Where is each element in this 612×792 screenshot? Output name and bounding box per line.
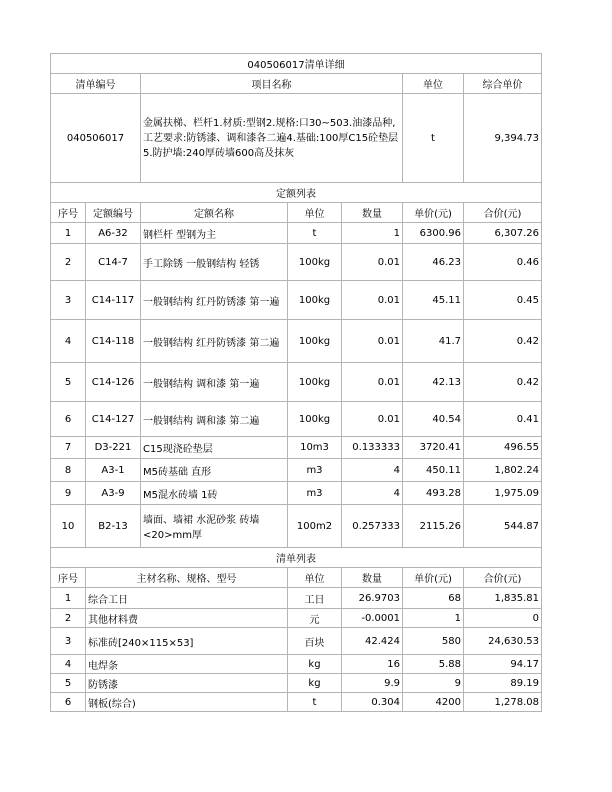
item-row bbox=[51, 94, 542, 183]
item-price: 9,394.73 bbox=[464, 94, 542, 183]
quota-name-cell: 一般钢结构 调和漆 第一遍 bbox=[141, 363, 288, 402]
unit-price-header: 单价(元) bbox=[403, 568, 464, 588]
quota-unit-cell: 100kg bbox=[288, 320, 342, 363]
material-name-cell: 标准砖[240×115×53] bbox=[86, 628, 288, 655]
quota-unit-cell: 100kg bbox=[288, 281, 342, 320]
quota-name-cell: 一般钢结构 调和漆 第二遍 bbox=[141, 402, 288, 437]
material-name-cell: 综合工日 bbox=[86, 588, 288, 609]
quota-total-cell: 1,975.09 bbox=[464, 482, 542, 505]
quota-row bbox=[51, 320, 542, 363]
quota-unit-price-cell: 45.11 bbox=[403, 281, 464, 320]
material-qty-cell: -0.0001 bbox=[342, 609, 403, 628]
quota-unit-price-cell: 41.7 bbox=[403, 320, 464, 363]
material-total-cell: 1,835.81 bbox=[464, 588, 542, 609]
quota-name-cell: 手工除锈 一般钢结构 轻锈 bbox=[141, 244, 288, 281]
material-seq-cell: 4 bbox=[51, 655, 86, 674]
material-unit-price-cell: 68 bbox=[403, 588, 464, 609]
material-total-cell: 1,278.08 bbox=[464, 693, 542, 712]
qty-header: 数量 bbox=[342, 203, 403, 223]
quota-row bbox=[51, 482, 542, 505]
unit-header: 单位 bbox=[403, 74, 464, 94]
material-seq-cell: 1 bbox=[51, 588, 86, 609]
quota-total-cell: 0.42 bbox=[464, 363, 542, 402]
quota-name-cell: 一般钢结构 红丹防锈漆 第二遍 bbox=[141, 320, 288, 363]
quota-code-cell: A6-32 bbox=[86, 223, 141, 244]
material-seq-cell: 5 bbox=[51, 674, 86, 693]
material-total-cell: 94.17 bbox=[464, 655, 542, 674]
material-unit-price-cell: 9 bbox=[403, 674, 464, 693]
unit-header: 单位 bbox=[288, 203, 342, 223]
quota-name-cell: M5混水砖墙 1砖 bbox=[141, 482, 288, 505]
quota-qty-cell: 0.01 bbox=[342, 320, 403, 363]
total-header: 合价(元) bbox=[464, 203, 542, 223]
quota-row bbox=[51, 223, 542, 244]
material-unit-price-cell: 1 bbox=[403, 609, 464, 628]
quota-unit-price-cell: 6300.96 bbox=[403, 223, 464, 244]
quota-qty-cell: 0.133333 bbox=[342, 437, 403, 459]
quota-total-cell: 544.87 bbox=[464, 505, 542, 548]
quota-row bbox=[51, 363, 542, 402]
item-name-header: 项目名称 bbox=[141, 74, 403, 94]
quota-qty-cell: 4 bbox=[342, 459, 403, 482]
material-section-title-row bbox=[51, 548, 542, 568]
quota-code-cell: B2-13 bbox=[86, 505, 141, 548]
quota-qty-cell: 4 bbox=[342, 482, 403, 505]
quota-unit-price-cell: 40.54 bbox=[403, 402, 464, 437]
quota-name-cell: 墙面、墙裙 水泥砂浆 砖墙<20>mm厚 bbox=[141, 505, 288, 548]
material-unit-price-cell: 4200 bbox=[403, 693, 464, 712]
quota-code-cell: C14-118 bbox=[86, 320, 141, 363]
total-header: 合价(元) bbox=[464, 568, 542, 588]
title-row bbox=[51, 54, 542, 74]
material-unit-price-cell: 580 bbox=[403, 628, 464, 655]
quota-rows bbox=[51, 223, 542, 548]
quota-total-cell: 0.46 bbox=[464, 244, 542, 281]
seq-header: 序号 bbox=[51, 203, 86, 223]
material-rows bbox=[51, 588, 542, 712]
material-seq-cell: 3 bbox=[51, 628, 86, 655]
quota-seq-cell: 8 bbox=[51, 459, 86, 482]
material-unit-cell: 工日 bbox=[288, 588, 342, 609]
material-unit-cell: t bbox=[288, 693, 342, 712]
quota-seq-cell: 1 bbox=[51, 223, 86, 244]
material-qty-cell: 26.9703 bbox=[342, 588, 403, 609]
quota-total-cell: 6,307.26 bbox=[464, 223, 542, 244]
material-row bbox=[51, 609, 542, 628]
quota-unit-price-cell: 450.11 bbox=[403, 459, 464, 482]
material-name-cell: 其他材料费 bbox=[86, 609, 288, 628]
quota-code-cell: A3-9 bbox=[86, 482, 141, 505]
quota-name-header: 定额名称 bbox=[141, 203, 288, 223]
item-header-row bbox=[51, 74, 542, 94]
material-name-cell: 电焊条 bbox=[86, 655, 288, 674]
material-row bbox=[51, 655, 542, 674]
quota-seq-cell: 9 bbox=[51, 482, 86, 505]
quota-code-cell: C14-117 bbox=[86, 281, 141, 320]
material-qty-cell: 9.9 bbox=[342, 674, 403, 693]
material-name-header: 主材名称、规格、型号 bbox=[86, 568, 288, 588]
quota-unit-cell: m3 bbox=[288, 482, 342, 505]
quota-row bbox=[51, 437, 542, 459]
quota-code-cell: C14-7 bbox=[86, 244, 141, 281]
quota-seq-cell: 3 bbox=[51, 281, 86, 320]
item-description: 金属扶梯、栏杆1.材质:型钢2.规格:口30~503.油漆品种,工艺要求:防锈漆、调和漆各二遍4.基础:100厚C15砼垫层5.防护墙:240厚砖墙600高及抹灰 bbox=[141, 94, 403, 183]
quota-code-cell: C14-127 bbox=[86, 402, 141, 437]
quota-qty-cell: 0.257333 bbox=[342, 505, 403, 548]
quota-section-title-row bbox=[51, 183, 542, 203]
quota-name-cell: C15现浇砼垫层 bbox=[141, 437, 288, 459]
seq-header: 序号 bbox=[51, 568, 86, 588]
material-total-cell: 24,630.53 bbox=[464, 628, 542, 655]
quota-row bbox=[51, 244, 542, 281]
quota-unit-cell: 100kg bbox=[288, 363, 342, 402]
quota-header-row bbox=[51, 203, 542, 223]
material-name-cell: 防锈漆 bbox=[86, 674, 288, 693]
quota-total-cell: 0.41 bbox=[464, 402, 542, 437]
quota-seq-cell: 10 bbox=[51, 505, 86, 548]
material-qty-cell: 42.424 bbox=[342, 628, 403, 655]
quota-name-cell: 钢栏杆 型钢为主 bbox=[141, 223, 288, 244]
material-row bbox=[51, 674, 542, 693]
quota-unit-price-cell: 3720.41 bbox=[403, 437, 464, 459]
unit-price-header: 单价(元) bbox=[403, 203, 464, 223]
quota-total-cell: 496.55 bbox=[464, 437, 542, 459]
quota-total-cell: 0.42 bbox=[464, 320, 542, 363]
quota-code-header: 定额编号 bbox=[86, 203, 141, 223]
quota-unit-price-cell: 46.23 bbox=[403, 244, 464, 281]
quota-code-cell: C14-126 bbox=[86, 363, 141, 402]
material-row bbox=[51, 628, 542, 655]
quota-unit-cell: 100kg bbox=[288, 244, 342, 281]
quota-row bbox=[51, 402, 542, 437]
material-name-cell: 钢板(综合) bbox=[86, 693, 288, 712]
quota-code-cell: A3-1 bbox=[86, 459, 141, 482]
unit-header: 单位 bbox=[288, 568, 342, 588]
material-qty-cell: 16 bbox=[342, 655, 403, 674]
bill-code-header: 清单编号 bbox=[51, 74, 141, 94]
quota-row bbox=[51, 459, 542, 482]
quota-qty-cell: 0.01 bbox=[342, 402, 403, 437]
material-seq-cell: 6 bbox=[51, 693, 86, 712]
material-total-cell: 89.19 bbox=[464, 674, 542, 693]
material-unit-cell: 元 bbox=[288, 609, 342, 628]
material-unit-cell: kg bbox=[288, 655, 342, 674]
unit-price-header: 综合单价 bbox=[464, 74, 542, 94]
quota-unit-price-cell: 2115.26 bbox=[403, 505, 464, 548]
material-unit-cell: kg bbox=[288, 674, 342, 693]
material-total-cell: 0 bbox=[464, 609, 542, 628]
quota-qty-cell: 1 bbox=[342, 223, 403, 244]
quota-seq-cell: 7 bbox=[51, 437, 86, 459]
quota-qty-cell: 0.01 bbox=[342, 281, 403, 320]
quota-unit-cell: 100m2 bbox=[288, 505, 342, 548]
material-section-title: 清单列表 bbox=[51, 548, 542, 568]
quota-seq-cell: 5 bbox=[51, 363, 86, 402]
material-header-row bbox=[51, 568, 542, 588]
quota-row bbox=[51, 281, 542, 320]
quota-qty-cell: 0.01 bbox=[342, 244, 403, 281]
material-row bbox=[51, 588, 542, 609]
quota-unit-cell: 100kg bbox=[288, 402, 342, 437]
item-unit: t bbox=[403, 94, 464, 183]
quota-unit-price-cell: 493.28 bbox=[403, 482, 464, 505]
quota-total-cell: 1,802.24 bbox=[464, 459, 542, 482]
quota-qty-cell: 0.01 bbox=[342, 363, 403, 402]
quota-name-cell: M5砖基础 直形 bbox=[141, 459, 288, 482]
material-seq-cell: 2 bbox=[51, 609, 86, 628]
bill-code: 040506017 bbox=[51, 94, 141, 183]
material-unit-price-cell: 5.88 bbox=[403, 655, 464, 674]
material-qty-cell: 0.304 bbox=[342, 693, 403, 712]
quota-name-cell: 一般钢结构 红丹防锈漆 第一遍 bbox=[141, 281, 288, 320]
bill-detail-table bbox=[50, 53, 542, 712]
quota-seq-cell: 4 bbox=[51, 320, 86, 363]
quota-unit-cell: 10m3 bbox=[288, 437, 342, 459]
qty-header: 数量 bbox=[342, 568, 403, 588]
quota-unit-cell: m3 bbox=[288, 459, 342, 482]
quota-section-title: 定额列表 bbox=[51, 183, 542, 203]
material-row bbox=[51, 693, 542, 712]
quota-row bbox=[51, 505, 542, 548]
material-unit-cell: 百块 bbox=[288, 628, 342, 655]
quota-unit-cell: t bbox=[288, 223, 342, 244]
quota-seq-cell: 2 bbox=[51, 244, 86, 281]
quota-total-cell: 0.45 bbox=[464, 281, 542, 320]
quota-seq-cell: 6 bbox=[51, 402, 86, 437]
table-title: 040506017清单详细 bbox=[51, 54, 542, 74]
quota-unit-price-cell: 42.13 bbox=[403, 363, 464, 402]
quota-code-cell: D3-221 bbox=[86, 437, 141, 459]
